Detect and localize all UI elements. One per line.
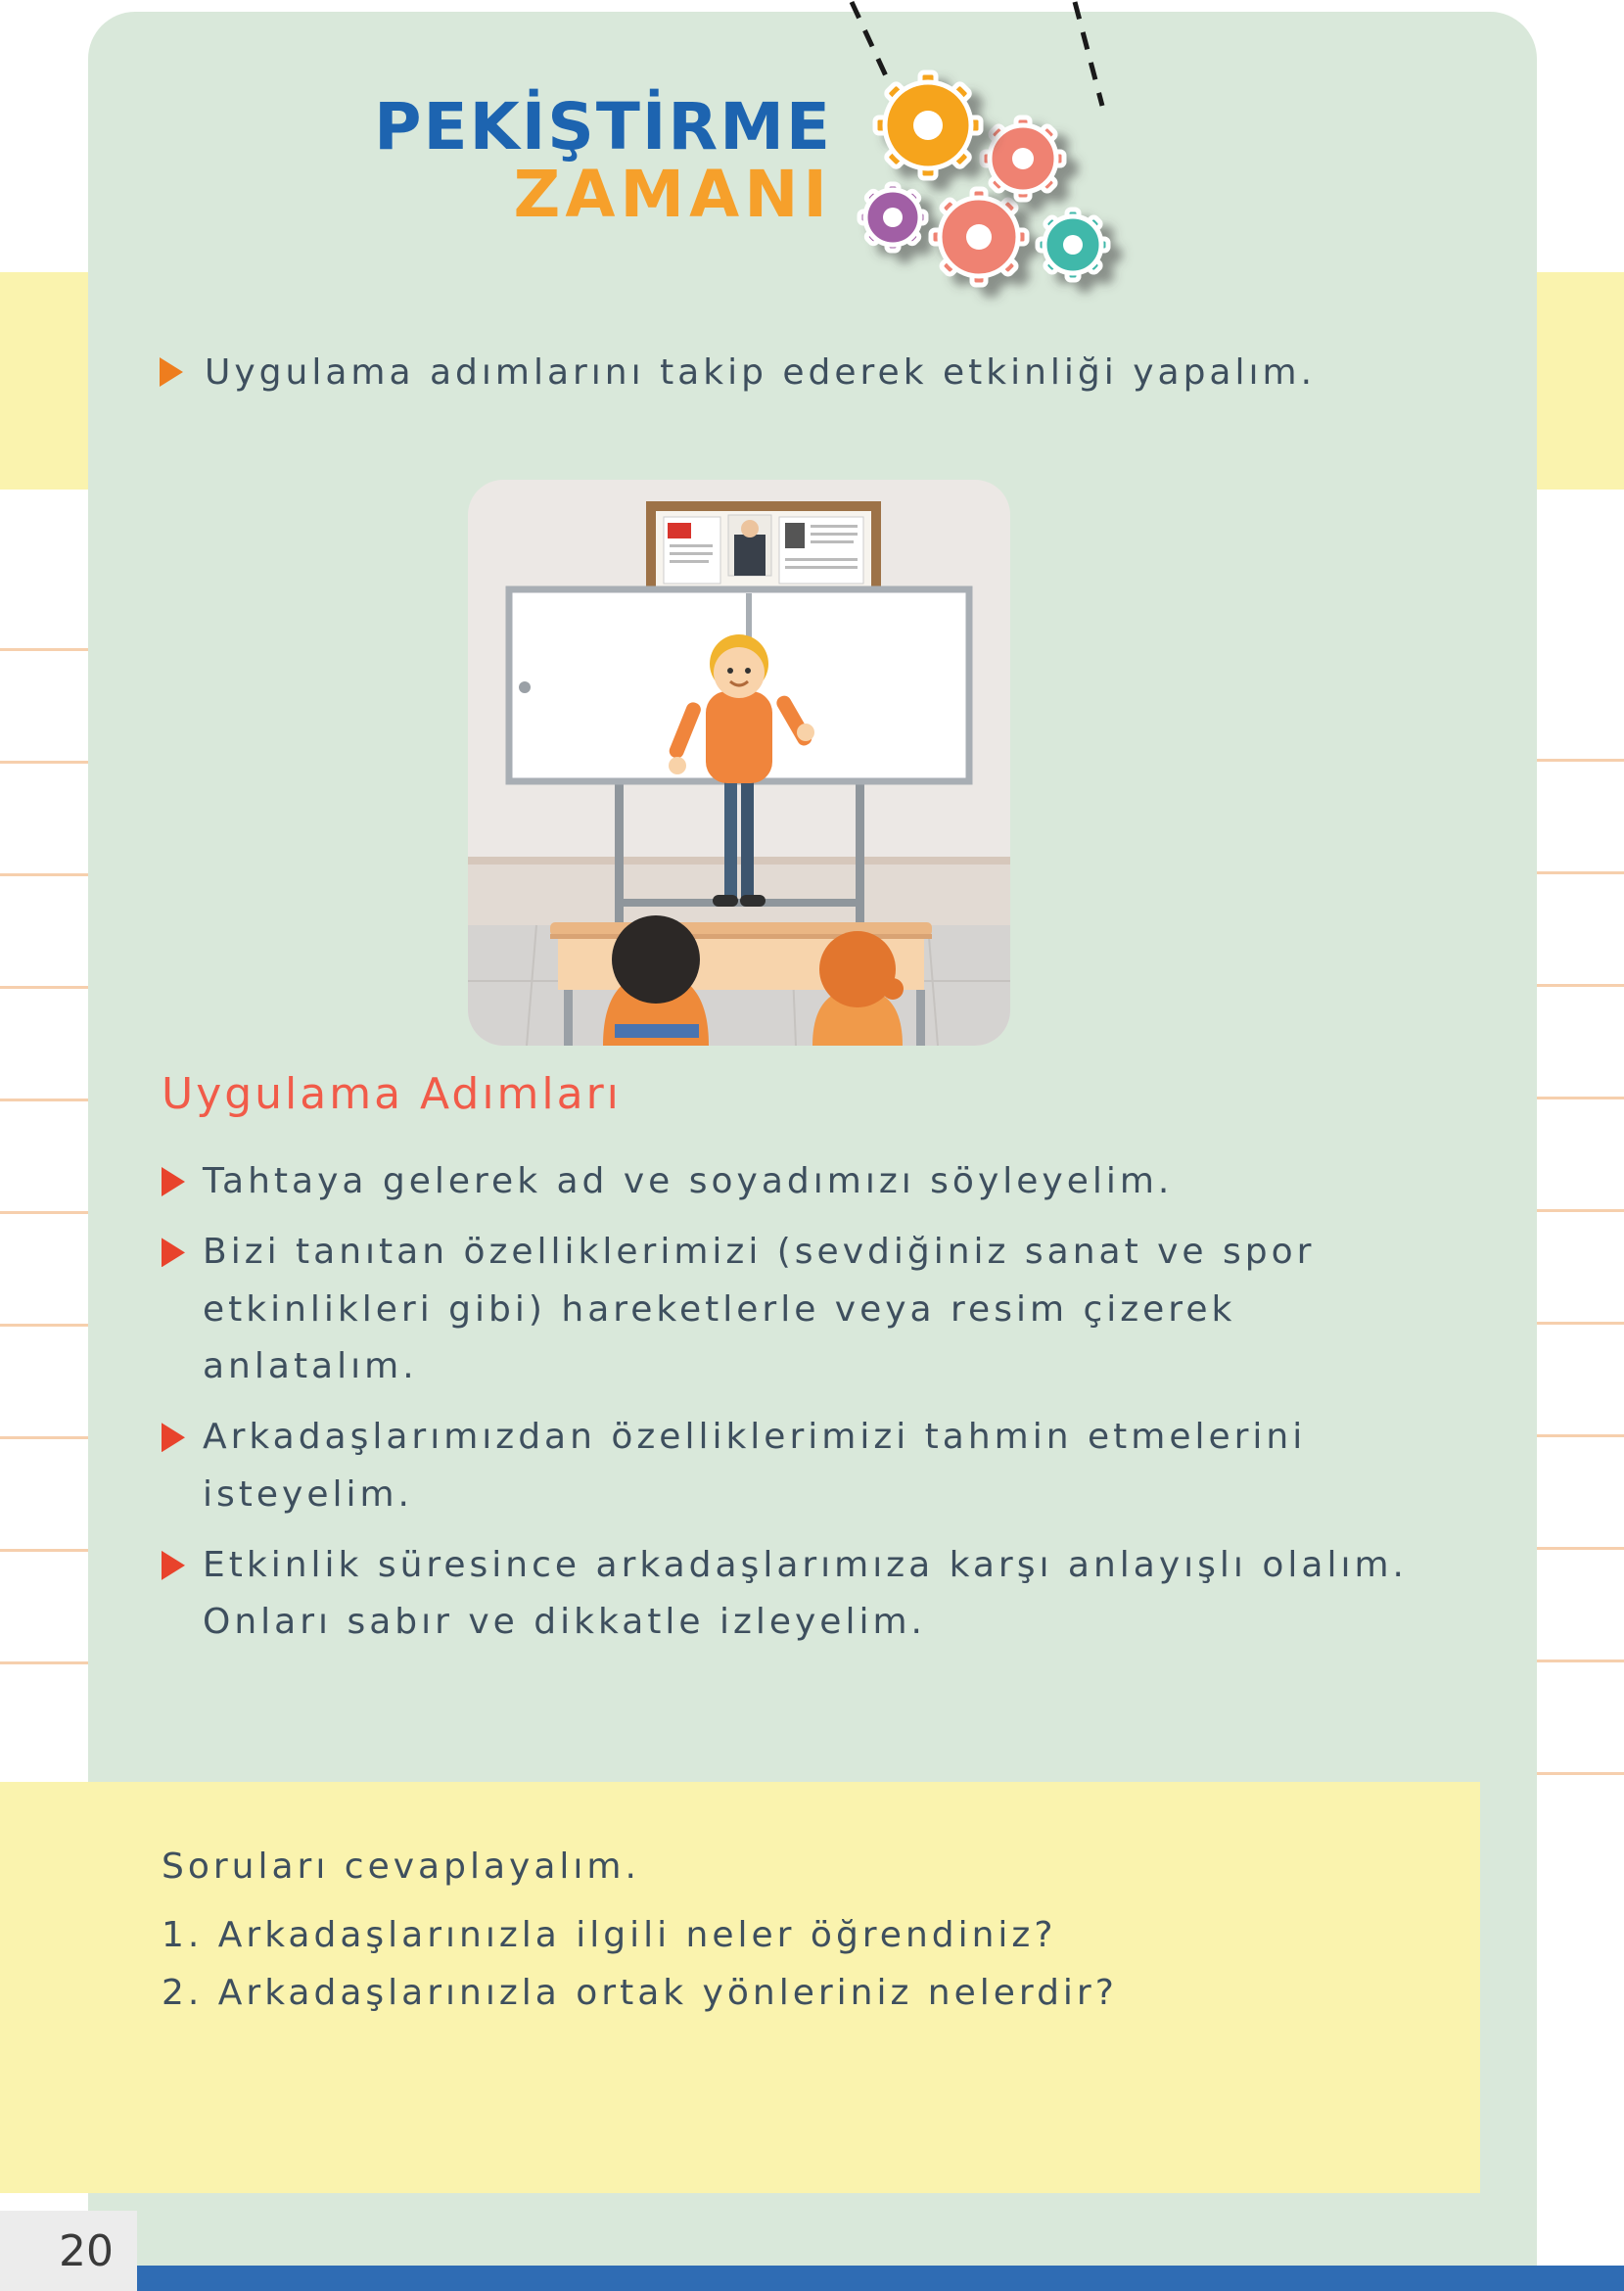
classroom-illustration [468, 480, 1010, 1046]
steps-list [162, 1153, 1444, 1665]
step-item [162, 1153, 1444, 1210]
title-line-1: PEKİŞTİRME [374, 89, 832, 164]
notebook-lines-right [1536, 649, 1624, 1876]
step-text: Arkadaşlarımızdan özelliklerimizi tahmin etmelerini isteyelim. [203, 1417, 1307, 1515]
questions-panel [0, 1782, 1480, 2193]
triangle-bullet-icon [162, 1167, 185, 1196]
page-number-box [0, 2211, 137, 2291]
step-text: Bizi tanıtan özelliklerimizi (sevdiğiniz sanat ve spor etkinlikleri gibi) hareketlerle veya resim çizerek anlatalım. [203, 1232, 1316, 1386]
page-number: 20 [59, 2225, 114, 2276]
gears-illustration [822, 0, 1175, 323]
triangle-bullet-icon [162, 1423, 185, 1452]
gear-coral-small-icon [982, 117, 1064, 200]
step-text: Etkinlik süresince arkadaşlarımıza karşı anlayışlı olalım. Onları sabır ve dikkatle izleyelim. [203, 1544, 1408, 1643]
step-item [162, 1409, 1444, 1523]
steps-heading: Uygulama Adımları [162, 1069, 622, 1119]
wall-lower [468, 865, 1010, 925]
arrow-bullet-icon [160, 357, 183, 387]
step-item [162, 1224, 1444, 1395]
question-item: 2. Arkadaşlarınızla ortak yönleriniz nelerdir? [162, 1972, 1118, 2013]
step-text: Tahtaya gelerek ad ve soyadımızı söyleyelim. [203, 1161, 1174, 1201]
gear-teal-icon [1038, 210, 1108, 280]
section-title [352, 89, 832, 232]
intro-text: Uygulama adımlarını takip ederek etkinliği yapalım. [205, 352, 1317, 393]
gear-purple-icon [859, 184, 926, 251]
gear-coral-large-icon [931, 189, 1027, 285]
notebook-lines-left [0, 538, 88, 1768]
ataturk-poster-board [646, 501, 881, 599]
question-item: 1. Arkadaşlarınızla ilgili neler öğrendiniz? [162, 1915, 1057, 1956]
triangle-bullet-icon [162, 1238, 185, 1267]
bottom-bar [137, 2266, 1624, 2291]
triangle-bullet-icon [162, 1551, 185, 1580]
intro-instruction [160, 345, 1491, 401]
questions-heading: Soruları cevaplayalım. [162, 1847, 640, 1887]
title-line-2: ZAMANI [513, 156, 832, 232]
wall-rail [468, 857, 1010, 865]
step-item [162, 1537, 1444, 1652]
gear-orange-icon [875, 72, 981, 178]
dashed-string-right [1075, 2, 1102, 106]
